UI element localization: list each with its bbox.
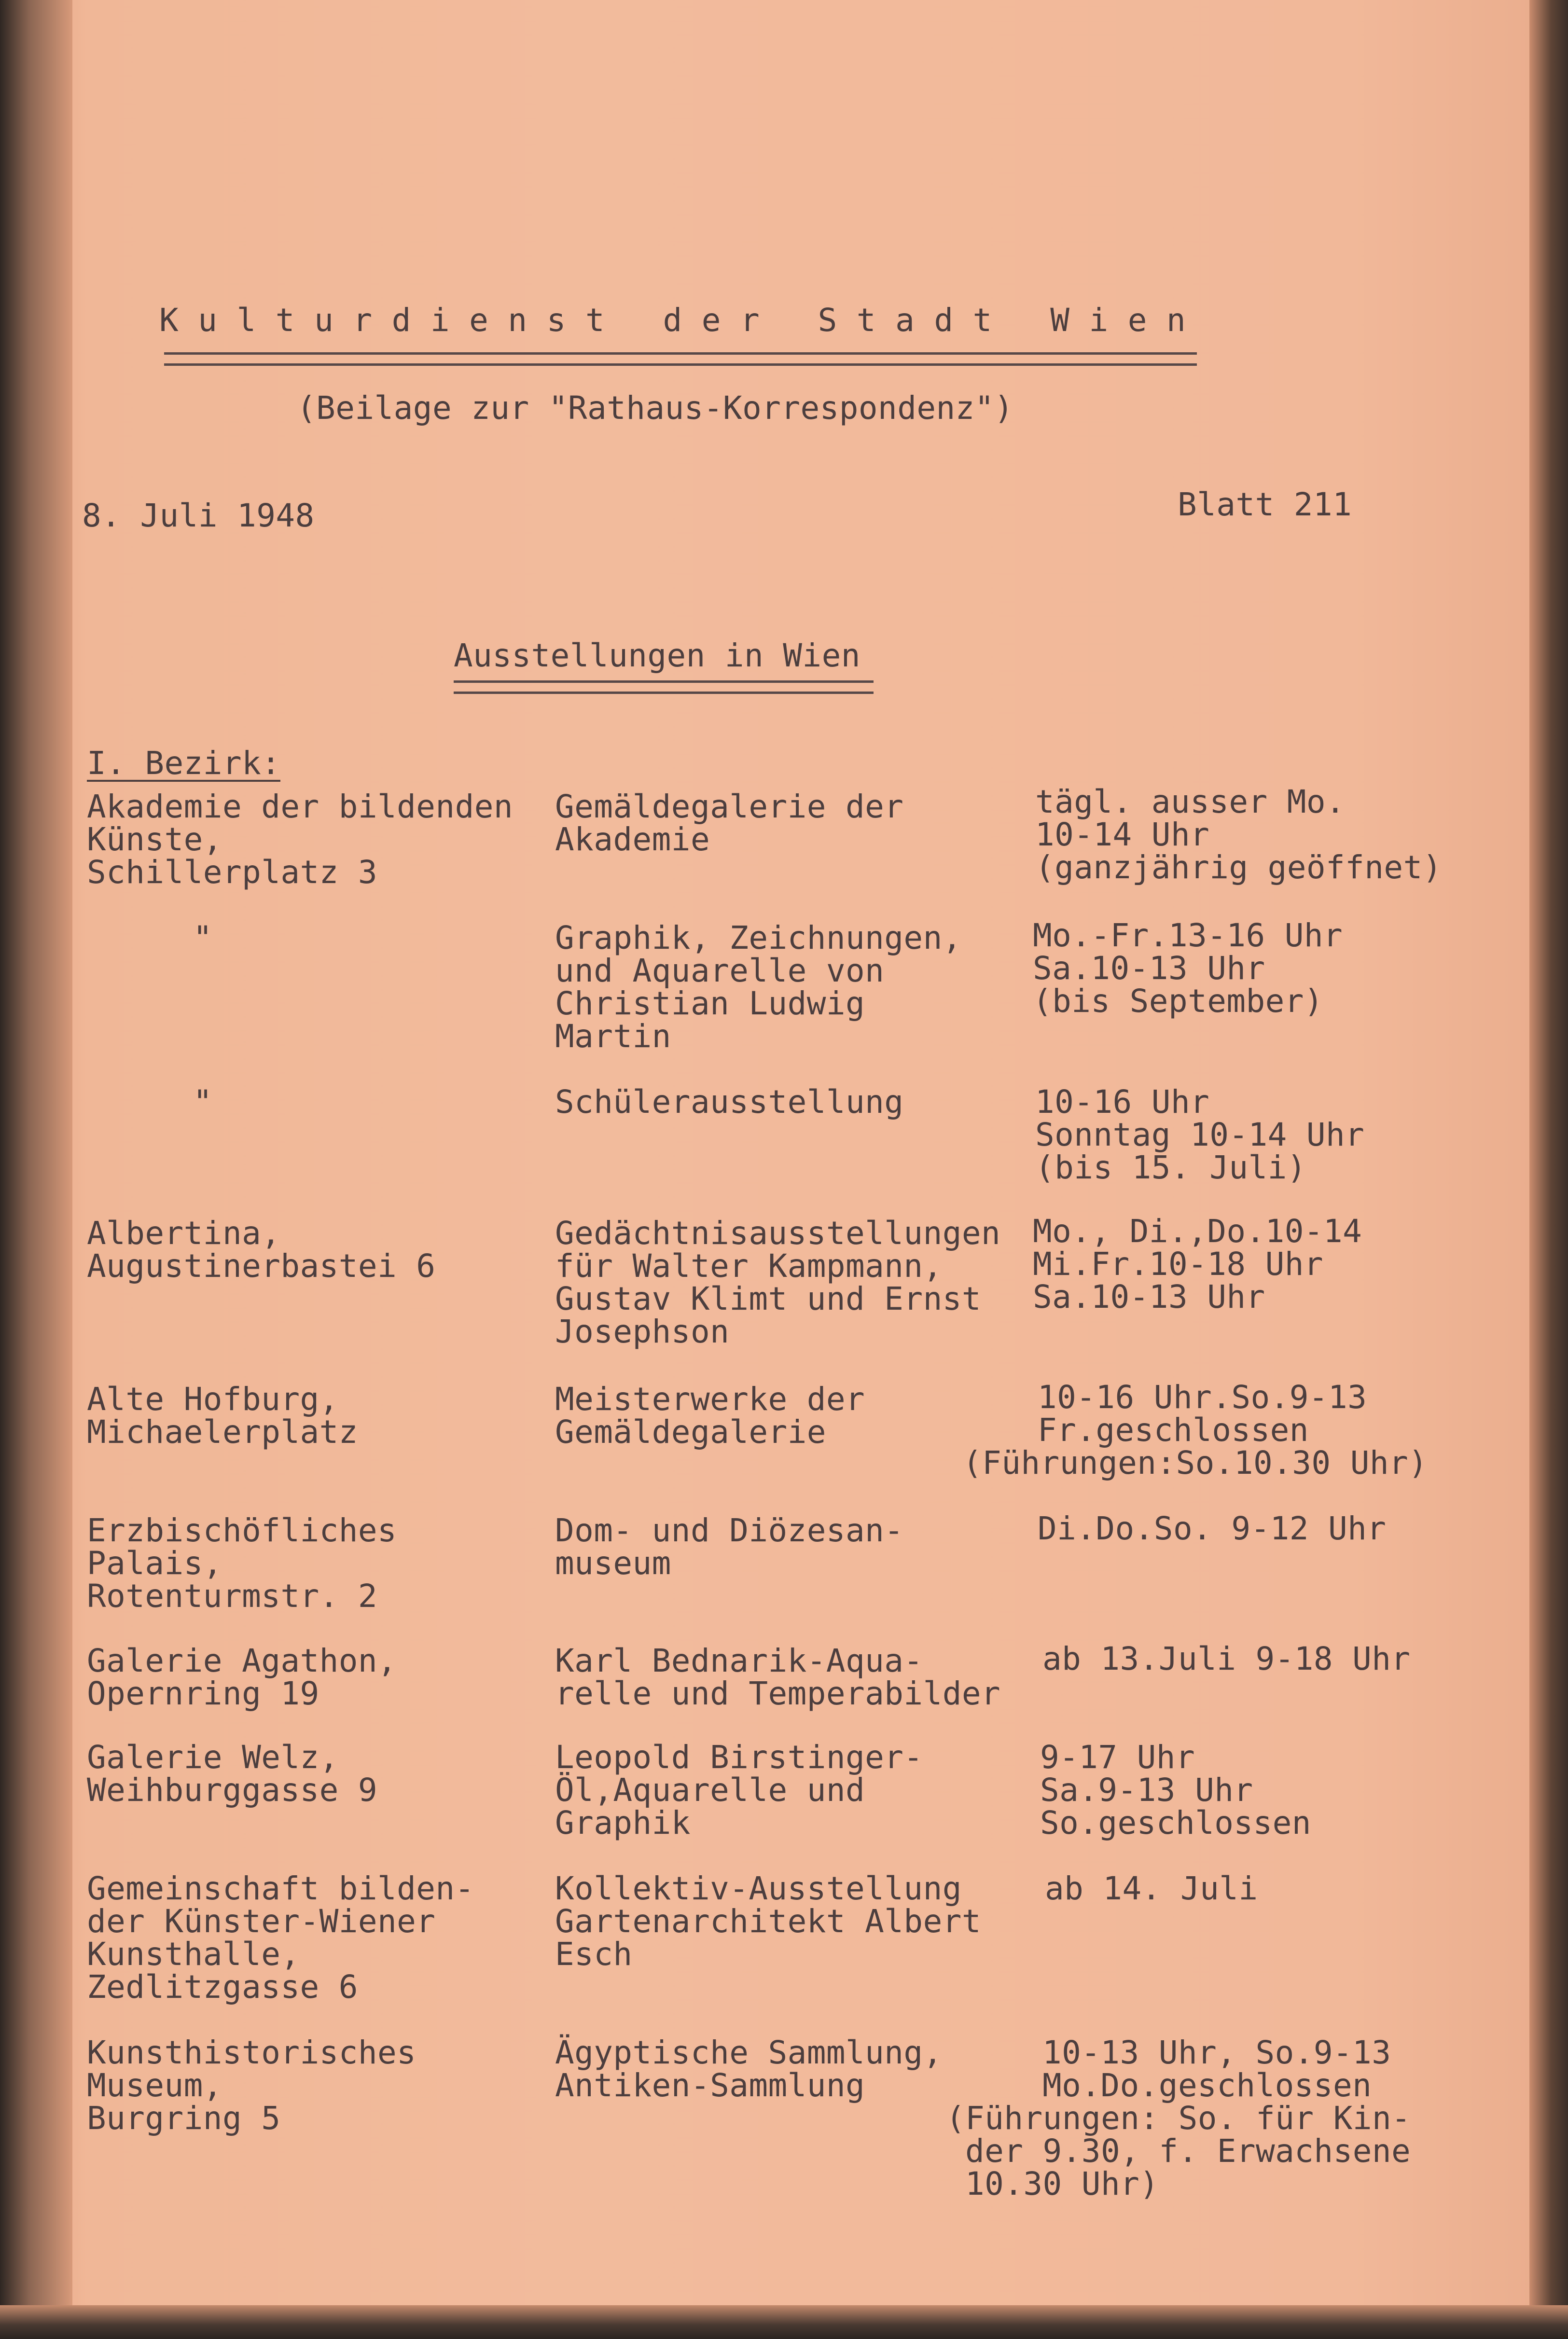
- sheet-number: Blatt 211: [1178, 486, 1352, 523]
- exhibition-line: und Aquarelle von: [555, 952, 885, 989]
- hours-line: (bis 15. Juli): [1035, 1149, 1306, 1186]
- venue-line: Rotenturmstr. 2: [87, 1578, 378, 1615]
- hours-line: Fr.geschlossen: [1038, 1412, 1309, 1449]
- exhibition-line: Dom- und Diözesan-: [555, 1512, 904, 1549]
- exhibition-line: Esch: [555, 1936, 633, 1973]
- exhibition-line: Gustav Klimt und Ernst: [555, 1280, 981, 1317]
- venue-line: Galerie Agathon,: [87, 1642, 397, 1679]
- exhibition-line: Gartenarchitekt Albert: [555, 1903, 981, 1940]
- exhibition-line: Schülerausstellung: [555, 1083, 904, 1121]
- hours-line: Di.Do.So. 9-12 Uhr: [1038, 1510, 1387, 1547]
- hours-line: Mo.-Fr.13-16 Uhr: [1033, 917, 1343, 954]
- section-title-double-rule: [454, 680, 874, 694]
- hours-line: (Führungen:So.10.30 Uhr): [963, 1444, 1428, 1481]
- venue-line: Zedlitzgasse 6: [87, 1968, 358, 2006]
- venue-line: Erzbischöfliches: [87, 1512, 397, 1549]
- venue-line: Alte Hofburg,: [87, 1381, 339, 1418]
- hours-line: Sa.10-13 Uhr: [1033, 950, 1265, 987]
- hours-line: Sa.10-13 Uhr: [1033, 1278, 1265, 1315]
- exhibition-line: museum: [555, 1545, 671, 1582]
- exhibition-line: Akademie: [555, 821, 710, 858]
- venue-line: der Künster-Wiener: [87, 1903, 436, 1940]
- hours-line: 10.30 Uhr): [965, 2165, 1159, 2202]
- venue-line: Akademie der bildenden: [87, 788, 513, 825]
- exhibition-line: Meisterwerke der: [555, 1381, 865, 1418]
- exhibition-line: relle und Temperabilder: [555, 1675, 1001, 1712]
- ditto-mark: ": [193, 919, 213, 956]
- hours-line: ab 13.Juli 9-18 Uhr: [1042, 1640, 1411, 1677]
- exhibition-line: Antiken-Sammlung: [555, 2067, 865, 2104]
- page-edge: [1529, 0, 1568, 2339]
- hours-line: 10-16 Uhr: [1035, 1083, 1210, 1121]
- masthead-double-rule: [164, 352, 1197, 366]
- exhibition-line: Leopold Birstinger-: [555, 1739, 923, 1776]
- venue-line: Kunsthistorisches: [87, 2034, 416, 2071]
- section-title: Ausstellungen in Wien: [454, 637, 860, 674]
- hours-line: Sonntag 10-14 Uhr: [1035, 1116, 1365, 1153]
- venue-line: Michaelerplatz: [87, 1413, 358, 1451]
- issue-date: 8. Juli 1948: [82, 497, 315, 534]
- hours-line: (ganzjährig geöffnet): [1035, 849, 1442, 886]
- masthead-title: K u l t u r d i e n s t d e r S t a d t W i e n: [159, 302, 1186, 339]
- hours-line: 9-17 Uhr: [1040, 1739, 1195, 1776]
- hours-line: 10-13 Uhr, So.9-13: [1042, 2034, 1391, 2071]
- exhibition-line: Christian Ludwig: [555, 985, 865, 1022]
- hours-line: der 9.30, f. Erwachsene: [965, 2132, 1411, 2170]
- exhibition-line: Gemäldegalerie: [555, 1413, 826, 1451]
- hours-line: 10-14 Uhr: [1035, 816, 1210, 853]
- venue-line: Schillerplatz 3: [87, 854, 378, 891]
- ditto-mark: ": [193, 1083, 213, 1121]
- book-binding: [0, 0, 72, 2339]
- exhibition-line: Kollektiv-Ausstellung: [555, 1870, 962, 1907]
- exhibition-line: Gedächtnisausstellungen: [555, 1215, 1001, 1252]
- hours-line: ab 14. Juli: [1045, 1870, 1258, 1907]
- hours-line: Sa.9-13 Uhr: [1040, 1772, 1253, 1809]
- exhibition-line: Graphik, Zeichnungen,: [555, 919, 962, 956]
- exhibition-line: Ägyptische Sammlung,: [555, 2034, 943, 2071]
- hours-line: So.geschlossen: [1040, 1804, 1311, 1841]
- venue-line: Kunsthalle,: [87, 1936, 300, 1973]
- venue-line: Augustinerbastei 6: [87, 1247, 436, 1285]
- exhibition-line: Gemäldegalerie der: [555, 788, 904, 825]
- exhibition-line: Graphik: [555, 1804, 691, 1841]
- venue-line: Burgring 5: [87, 2100, 281, 2137]
- exhibition-line: Josephson: [555, 1313, 730, 1350]
- exhibition-line: Martin: [555, 1018, 671, 1055]
- hours-line: (Führungen: So. für Kin-: [946, 2100, 1411, 2137]
- page-bottom-edge: [0, 2305, 1568, 2339]
- hours-line: (bis September): [1033, 983, 1324, 1020]
- hours-line: Mo.Do.geschlossen: [1042, 2067, 1372, 2104]
- venue-line: Gemeinschaft bilden-: [87, 1870, 474, 1907]
- hours-line: 10-16 Uhr.So.9-13: [1038, 1379, 1367, 1416]
- hours-line: Mo., Di.,Do.10-14: [1033, 1213, 1362, 1250]
- exhibition-line: Öl,Aquarelle und: [555, 1772, 865, 1809]
- venue-line: Opernring 19: [87, 1675, 319, 1712]
- exhibition-line: für Walter Kampmann,: [555, 1247, 943, 1285]
- venue-line: Albertina,: [87, 1215, 281, 1252]
- hours-line: tägl. ausser Mo.: [1035, 783, 1346, 820]
- masthead-subtitle: (Beilage zur "Rathaus-Korrespondenz"): [297, 389, 1014, 427]
- district-heading: I. Bezirk:: [87, 745, 281, 782]
- venue-line: Palais,: [87, 1545, 222, 1582]
- venue-line: Weihburggasse 9: [87, 1772, 378, 1809]
- hours-line: Mi.Fr.10-18 Uhr: [1033, 1246, 1324, 1283]
- venue-line: Galerie Welz,: [87, 1739, 339, 1776]
- venue-line: Künste,: [87, 821, 222, 858]
- exhibition-line: Karl Bednarik-Aqua-: [555, 1642, 923, 1679]
- venue-line: Museum,: [87, 2067, 222, 2104]
